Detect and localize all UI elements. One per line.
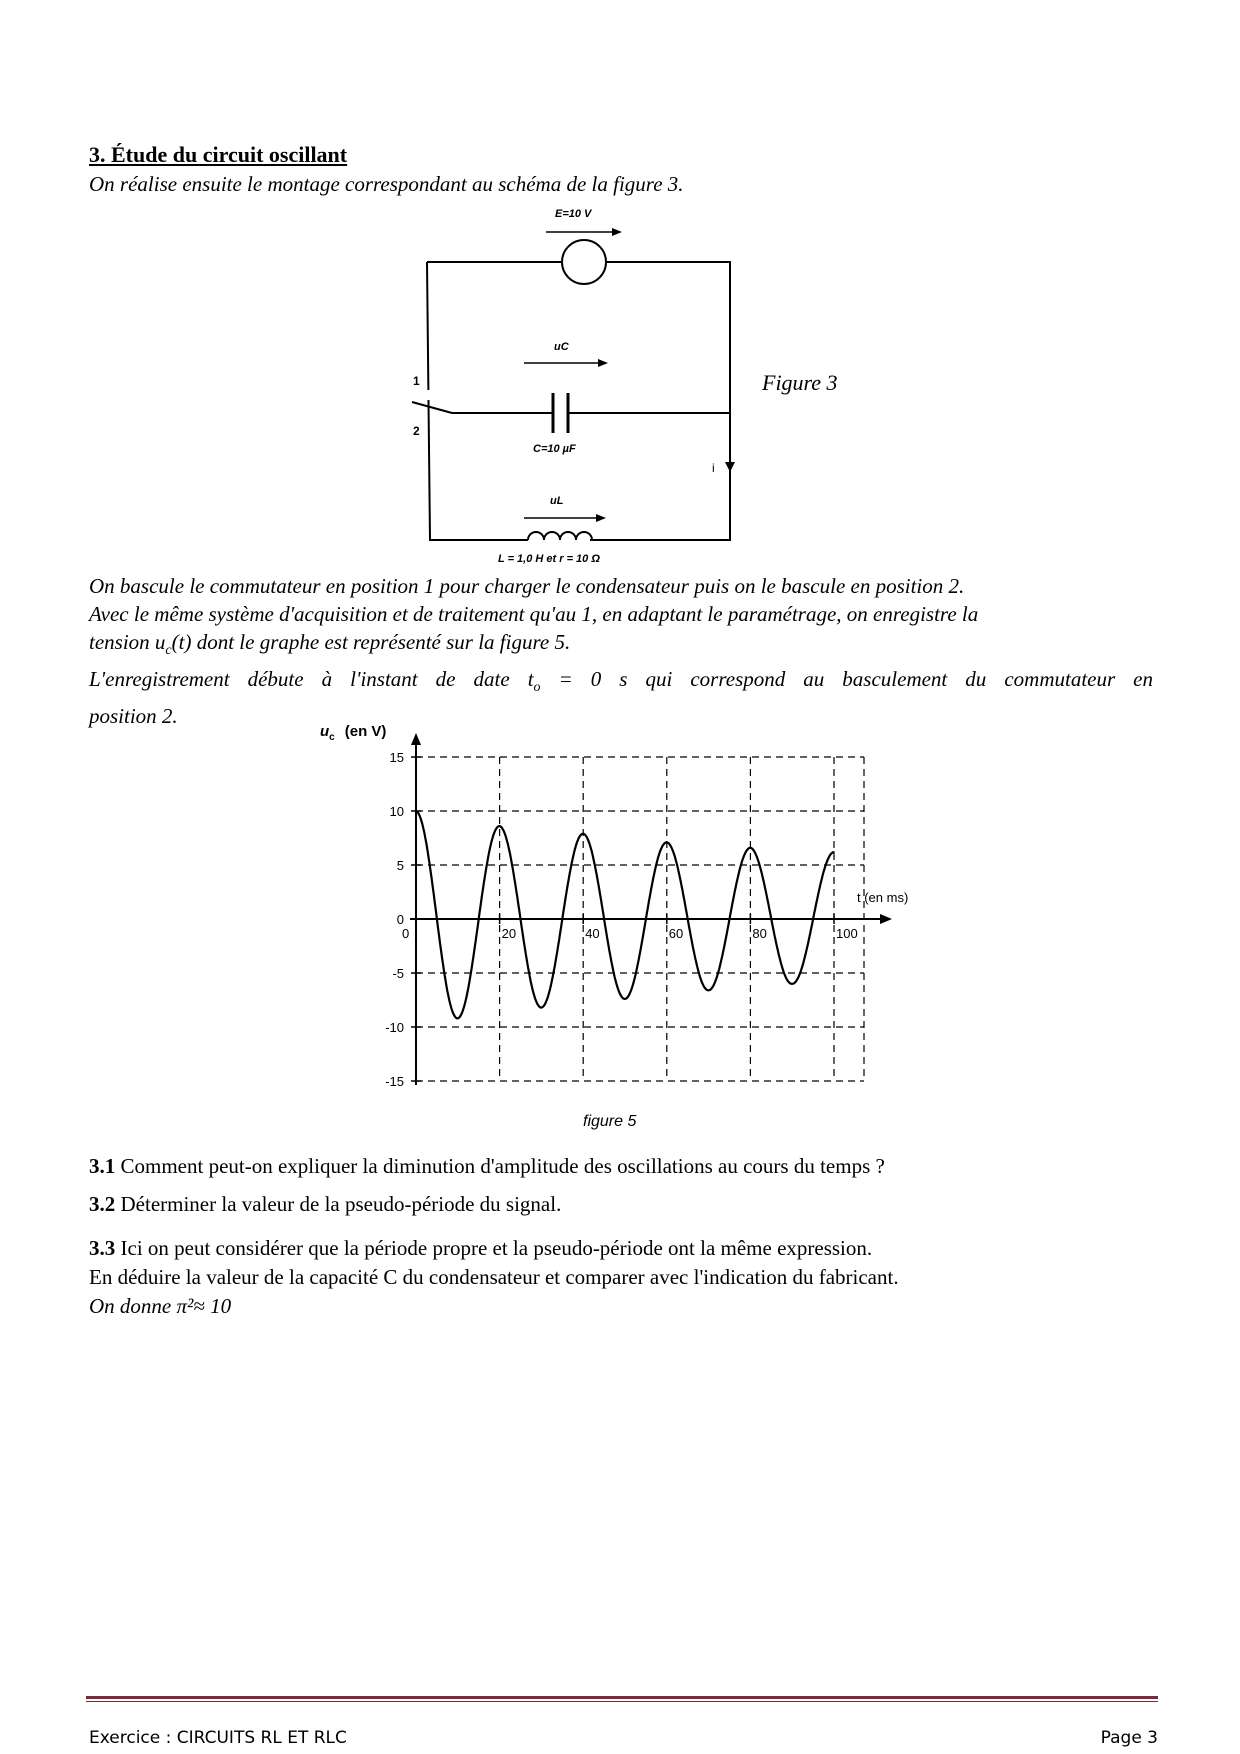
y-tick-label--5: -5 — [392, 966, 404, 981]
question-3-3-line2: En déduire la valeur de la capacité C du condensateur et comparer avec l'indication du fabricant. — [89, 1265, 899, 1289]
y-tick-label--10: -10 — [385, 1020, 404, 1035]
switch-blade — [412, 402, 452, 413]
given-value: On donne π²≈ 10 — [89, 1294, 232, 1318]
voltage-source — [562, 240, 606, 284]
current-label: i — [712, 461, 715, 475]
y-tick-label-10: 10 — [389, 804, 404, 819]
uc-label: uC — [554, 341, 569, 353]
footer-divider-thin — [86, 1701, 1158, 1702]
chart-ylabel: $u_c$ (en V) — [320, 723, 387, 743]
desc-line-1: On bascule le commutateur en position 1 pour charger le condensateur puis on le bascule en position 2. — [89, 574, 965, 598]
desc-line-3: tension $u_c(t)$ dont le graphe est représenté sur la figure 5. — [89, 630, 571, 659]
description-paragraph — [89, 572, 1153, 730]
y-tick-label-5: 5 — [396, 858, 404, 873]
section-intro: On réalise ensuite le montage correspondant au schéma de la figure 3. — [89, 172, 684, 196]
circuit-diagram — [400, 200, 760, 570]
desc-line-4: L'enregistrement débute à l'instant de date $t_o = 0$ s qui correspond au basculement du commutateur en — [89, 667, 1153, 696]
source-label: E=10 V — [555, 208, 592, 220]
figure-5-chart — [300, 718, 940, 1138]
coil-label: L = 1,0 H et r = 10 Ω — [498, 553, 600, 565]
footer-title: Exercice : CIRCUITS RL ET RLC — [89, 1728, 347, 1748]
x-tick-label-80: 80 — [752, 926, 767, 941]
switch-pos2-label: 2 — [413, 424, 420, 438]
capacitor-label: C=10 µF — [533, 443, 576, 455]
chart-caption: figure 5 — [583, 1113, 637, 1130]
footer-page-number: Page 3 — [1100, 1728, 1158, 1748]
desc-line-2: Avec le même système d'acquisition et de traitement qu'au 1, en adaptant le paramétrage, on enregistre la — [89, 602, 979, 626]
x-axis-arrow — [880, 914, 892, 924]
footer-divider — [86, 1696, 1158, 1699]
switch-pos1-label: 1 — [413, 374, 420, 388]
question-3-3: 3.3 Ici on peut considérer que la période propre et la pseudo-période ont la même expression. — [89, 1236, 873, 1260]
x-tick-label-0: 0 — [402, 926, 410, 941]
question-3-2: 3.2 Déterminer la valeur de la pseudo-période du signal. — [89, 1192, 562, 1216]
desc-line-5: position 2. — [89, 704, 178, 729]
x-tick-label-100: 100 — [836, 926, 858, 941]
ul-label: uL — [550, 495, 564, 507]
figure-3-caption: Figure 3 — [762, 370, 838, 395]
current-arrow — [725, 462, 735, 472]
circuit-frame — [427, 262, 730, 540]
section-title: 3. Étude du circuit oscillant — [89, 142, 348, 167]
x-tick-label-60: 60 — [668, 926, 684, 941]
y-axis-arrow — [411, 733, 421, 745]
y-tick-label-0: 0 — [396, 912, 404, 927]
x-tick-label-40: 40 — [585, 926, 600, 941]
y-tick-label-15: 15 — [389, 750, 404, 765]
y-tick-label--15: -15 — [385, 1074, 404, 1089]
chart-axes — [410, 733, 892, 1085]
chart-xlabel: t (en ms) — [857, 890, 909, 905]
uc-curve-line — [416, 811, 834, 1018]
x-tick-label-20: 20 — [501, 926, 517, 941]
question-3-1: 3.1 Comment peut-on expliquer la diminution d'amplitude des oscillations au cours du temps ? — [89, 1154, 885, 1178]
